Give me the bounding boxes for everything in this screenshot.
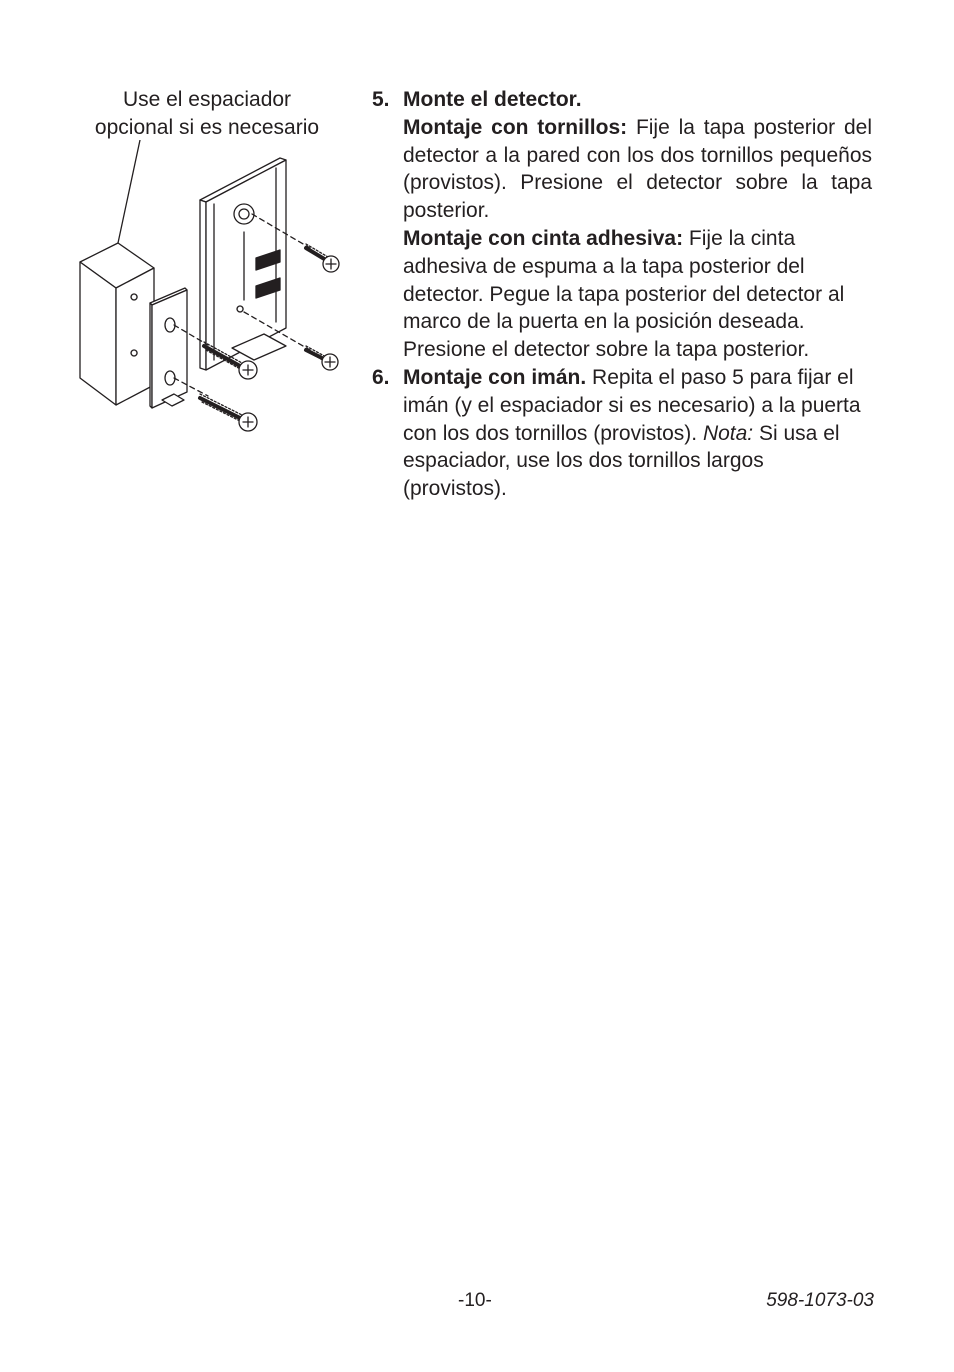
tape-mount-text: Fije la cinta adhesiva de espuma a la tapa posterior del detector. Pegue la tapa posterior del detector al marco de la puerta en la posición deseada. Presione el detector sobre la tapa posterior. xyxy=(403,226,845,362)
screw-bottom-left-icon xyxy=(200,394,257,431)
figure-callout xyxy=(80,86,334,142)
step-5-screw-paragraph xyxy=(403,114,872,225)
callout-leader-line xyxy=(118,140,140,243)
step-5-title-text: Monte el detector. xyxy=(403,88,582,111)
detector-back-cover xyxy=(200,158,286,370)
step-5-title xyxy=(403,86,872,114)
screw-lower-right-icon xyxy=(306,346,338,370)
callout-line-2: opcional si es necesario xyxy=(94,116,320,139)
instruction-steps xyxy=(372,86,872,503)
step-5-tape-paragraph xyxy=(403,225,872,364)
screw-upper-right-icon xyxy=(306,244,339,272)
document-code: 598-1073-03 xyxy=(766,1290,874,1311)
step-6-text: Repita el paso 5 para fijar el imán (y el espaciador si es necesario) a la puerta con los dos tornillos (provistos). xyxy=(403,365,861,445)
step-6-paragraph xyxy=(403,364,872,503)
mounting-illustration xyxy=(70,140,360,440)
page-number: -10- xyxy=(458,1290,492,1311)
screw-mount-lead: Montaje con tornillos: xyxy=(403,115,628,139)
screw-mount-text: Fije la tapa posterior del detector a la pared con los dos tornillos pequeños (provistos). Presione el detector sobre la tapa posterior. xyxy=(403,115,872,223)
spacer-plate xyxy=(150,288,187,408)
note-label: Nota: xyxy=(702,421,754,445)
step-6-number: 6. xyxy=(372,365,390,389)
tape-mount-lead: Montaje con cinta adhesiva: xyxy=(403,226,684,250)
step-6-title: Montaje con imán. xyxy=(403,365,587,389)
step-5 xyxy=(372,86,872,364)
magnet-block xyxy=(80,243,154,405)
step-6 xyxy=(372,364,872,503)
note-text: Si usa el espaciador, use los dos tornillos largos (provistos). xyxy=(403,421,840,501)
step-5-number: 5. xyxy=(372,88,390,111)
callout-line-1: Use el espaciador xyxy=(122,88,292,111)
